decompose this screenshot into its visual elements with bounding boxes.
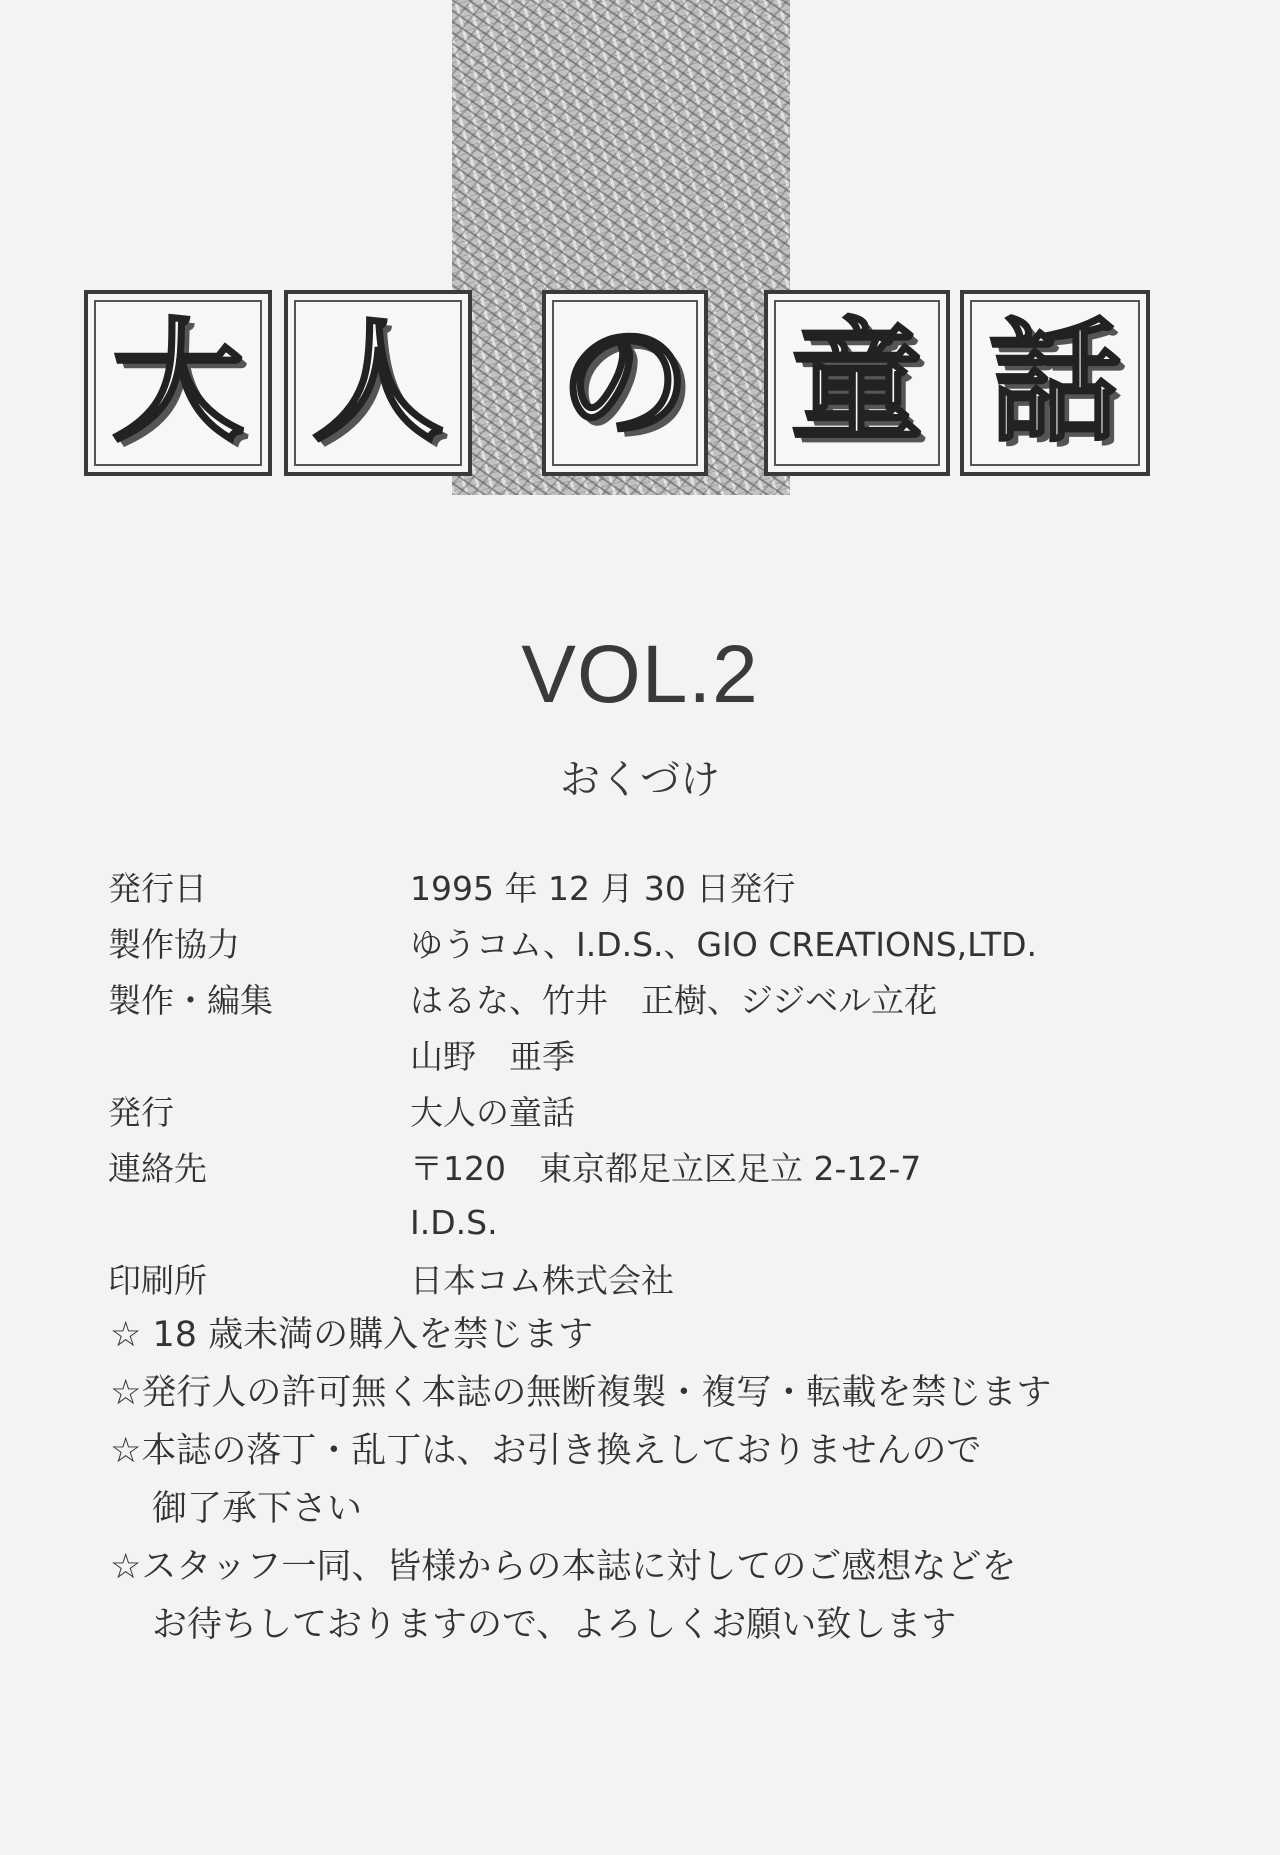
colophon-row (108, 1138, 1198, 1194)
title-char: 童 (791, 306, 923, 460)
colophon-table (108, 858, 1198, 1306)
title-char-box (84, 290, 272, 476)
section-subtitle: おくづけ (560, 757, 720, 803)
notice-line-continuation: お待ちしておりますので、よろしくお願い致します (152, 1605, 957, 1645)
title-char-box (960, 290, 1150, 476)
notice-line: ☆スタッフ一同、皆様からの本誌に対してのご感想などを (110, 1547, 1017, 1587)
title-char: 話 (989, 306, 1121, 460)
colophon-value: I.D.S. (410, 1202, 498, 1242)
notice-list (110, 1306, 1220, 1654)
title-char-box (284, 290, 472, 476)
colophon-value: 〒120 東京都足立区足立 2-12-7 (410, 1148, 922, 1188)
title-logo (84, 290, 1150, 480)
colophon-label: 製作・編集 (108, 980, 273, 1020)
colophon-label: 印刷所 (108, 1260, 207, 1300)
title-char: の (559, 306, 691, 460)
colophon-value: ゆうコム、I.D.S.、GIO CREATIONS,LTD. (410, 924, 1038, 964)
colophon-row (108, 1026, 1198, 1082)
colophon-label: 発行 (108, 1092, 174, 1132)
colophon-row (108, 1194, 1198, 1250)
title-char: 大 (112, 306, 244, 460)
colophon-row (108, 970, 1198, 1026)
notice-line: ☆ 18 歳未満の購入を禁じます (110, 1315, 594, 1355)
title-char: 人 (312, 306, 444, 460)
colophon-value: 大人の童話 (410, 1092, 575, 1132)
colophon-value: 日本コム株式会社 (410, 1260, 674, 1300)
colophon-row (108, 1250, 1198, 1306)
volume-number: VOL.2 (521, 629, 759, 720)
colophon-label: 連絡先 (108, 1148, 207, 1188)
title-char-box (764, 290, 950, 476)
colophon-value: はるな、竹井 正樹、ジジベル立花 (410, 980, 938, 1020)
colophon-label: 発行日 (108, 868, 207, 908)
colophon-row (108, 914, 1198, 970)
colophon-value: 山野 亜季 (410, 1036, 575, 1076)
notice-line-continuation: 御了承下さい (152, 1489, 363, 1529)
notice-line: ☆発行人の許可無く本誌の無断複製・複写・転載を禁じます (110, 1373, 1052, 1413)
colophon-value: 1995 年 12 月 30 日発行 (410, 868, 796, 908)
colophon-row (108, 1082, 1198, 1138)
title-char-box (542, 290, 708, 476)
colophon-label: 製作協力 (108, 924, 240, 964)
colophon-row (108, 858, 1198, 914)
notice-line: ☆本誌の落丁・乱丁は、お引き換えしておりませんので (110, 1431, 982, 1471)
